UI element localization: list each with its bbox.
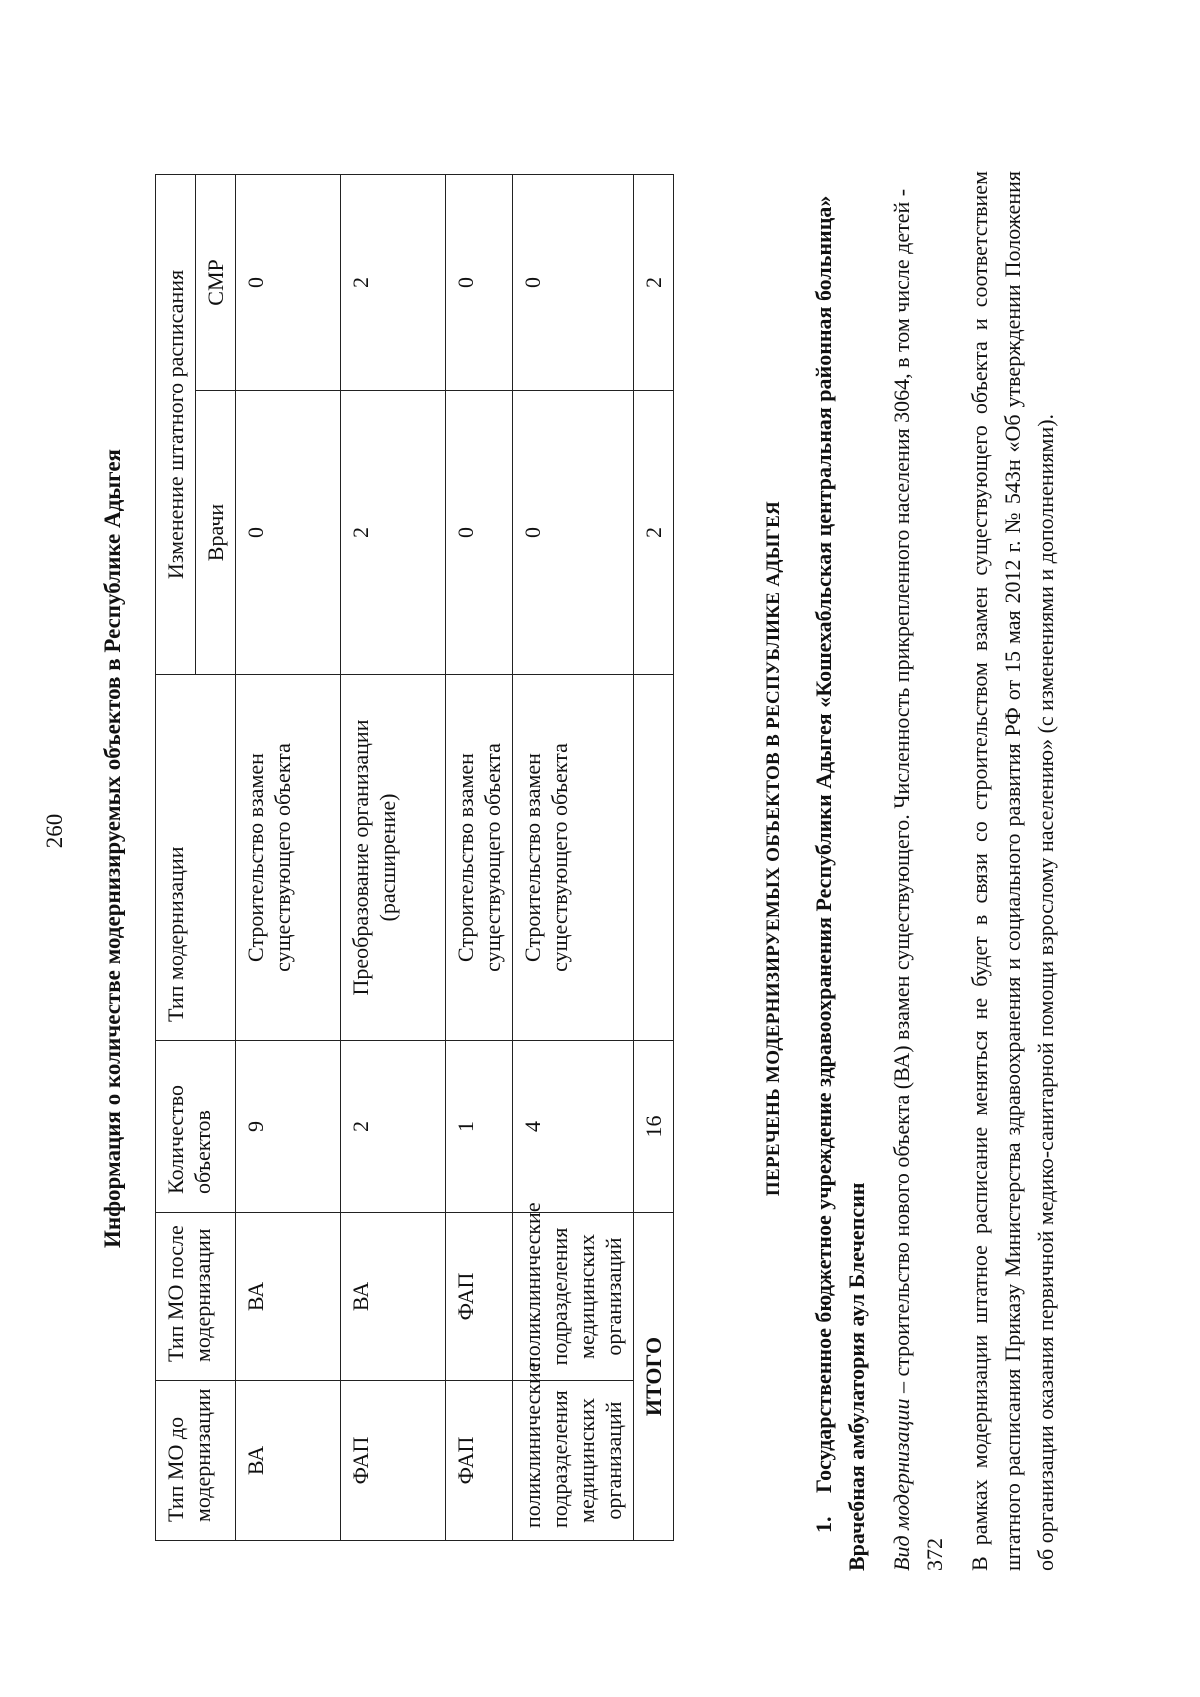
cell-modernization-type: Строительство взамен существующего объекта bbox=[236, 675, 341, 1041]
total-label: ИТОГО bbox=[634, 1213, 674, 1541]
header-type-before: Тип МО до модернизации bbox=[156, 1381, 236, 1541]
cell-type-after: поликлинические подразделения медицинских организаций bbox=[513, 1213, 634, 1381]
cell-nurses: 0 bbox=[236, 174, 341, 390]
cell-doctors: 0 bbox=[513, 391, 634, 675]
cell-nurses: 2 bbox=[341, 174, 446, 390]
header-count: Количество объектов bbox=[156, 1041, 236, 1213]
cell-doctors: 0 bbox=[446, 391, 513, 675]
total-modernization-empty bbox=[634, 675, 674, 1041]
cell-type-after: ВА bbox=[341, 1213, 446, 1381]
table-row bbox=[513, 174, 634, 1540]
list-heading: ПЕРЕЧЕНЬ МОДЕРНИЗИРУЕМЫХ ОБЪЕКТОВ В РЕСПУБЛИКЕ АДЫГЕЯ bbox=[763, 500, 784, 1197]
cell-type-after: ВА bbox=[236, 1213, 341, 1381]
cell-type-before: ФАП bbox=[446, 1381, 513, 1541]
cell-type-before: поликлинические подразделения медицинских организаций bbox=[513, 1381, 634, 1541]
cell-count: 2 bbox=[341, 1041, 446, 1213]
modernization-type-paragraph bbox=[885, 171, 951, 1571]
total-nurses: 2 bbox=[634, 174, 674, 390]
organization-heading bbox=[807, 171, 873, 1571]
table-header-row bbox=[156, 174, 196, 1540]
table-row bbox=[341, 174, 446, 1540]
cell-type-before: ФАП bbox=[341, 1381, 446, 1541]
total-count: 16 bbox=[634, 1041, 674, 1213]
cell-modernization-type: Преобразование организации (расширение) bbox=[341, 675, 446, 1041]
table-total-row bbox=[634, 174, 674, 1540]
staff-schedule-paragraph: В рамках модернизации штатное расписание меняться не будет в связи со строительством взамен существующего объекта и соответствием штатного расписания Приказу Министерства здравоохранения и социального развития РФ от 15 мая 2012 г. № 543н «Об утверждении Положения об организации оказания первичной медико-санитарной помощи взрослому населению» (с изменениями и дополнениями). bbox=[967, 171, 1058, 1571]
section-number: 1. bbox=[811, 1516, 836, 1533]
header-type-after: Тип МО после модернизации bbox=[156, 1213, 236, 1381]
header-modernization-type: Тип модернизации bbox=[156, 675, 236, 1041]
cell-count: 4 bbox=[513, 1041, 634, 1213]
modernization-label: Вид модернизации bbox=[889, 1398, 914, 1571]
cell-doctors: 2 bbox=[341, 391, 446, 675]
header-nurses: СМР bbox=[196, 174, 236, 390]
organization-name: Государственное бюджетное учреждение здравоохранения Республики Адыгея «Кошехабльская центральная районная больница» Врачебная амбулатория аул Блечепсин bbox=[811, 195, 869, 1571]
cell-modernization-type: Строительство взамен существующего объекта bbox=[446, 675, 513, 1041]
cell-doctors: 0 bbox=[236, 391, 341, 675]
modernization-text: – строительство нового объекта (ВА) взамен существующего. Численность прикрепленного населения 3064, в том числе детей - 372 bbox=[889, 188, 947, 1571]
table-row bbox=[236, 174, 341, 1540]
table-row bbox=[446, 174, 513, 1540]
header-doctors: Врачи bbox=[196, 391, 236, 675]
cell-nurses: 0 bbox=[446, 174, 513, 390]
cell-nurses: 0 bbox=[513, 174, 634, 390]
cell-modernization-type: Строительство взамен существующего объекта bbox=[513, 675, 634, 1041]
cell-count: 1 bbox=[446, 1041, 513, 1213]
modernization-table bbox=[155, 174, 674, 1541]
page-number: 260 bbox=[42, 813, 67, 849]
table-title: Информация о количестве модернизируемых объектов в Республике Адыгея bbox=[100, 449, 125, 1248]
header-staff-change: Изменение штатного расписания bbox=[156, 174, 196, 674]
total-doctors: 2 bbox=[634, 391, 674, 675]
cell-count: 9 bbox=[236, 1041, 341, 1213]
cell-type-after: ФАП bbox=[446, 1213, 513, 1381]
cell-type-before: ВА bbox=[236, 1381, 341, 1541]
